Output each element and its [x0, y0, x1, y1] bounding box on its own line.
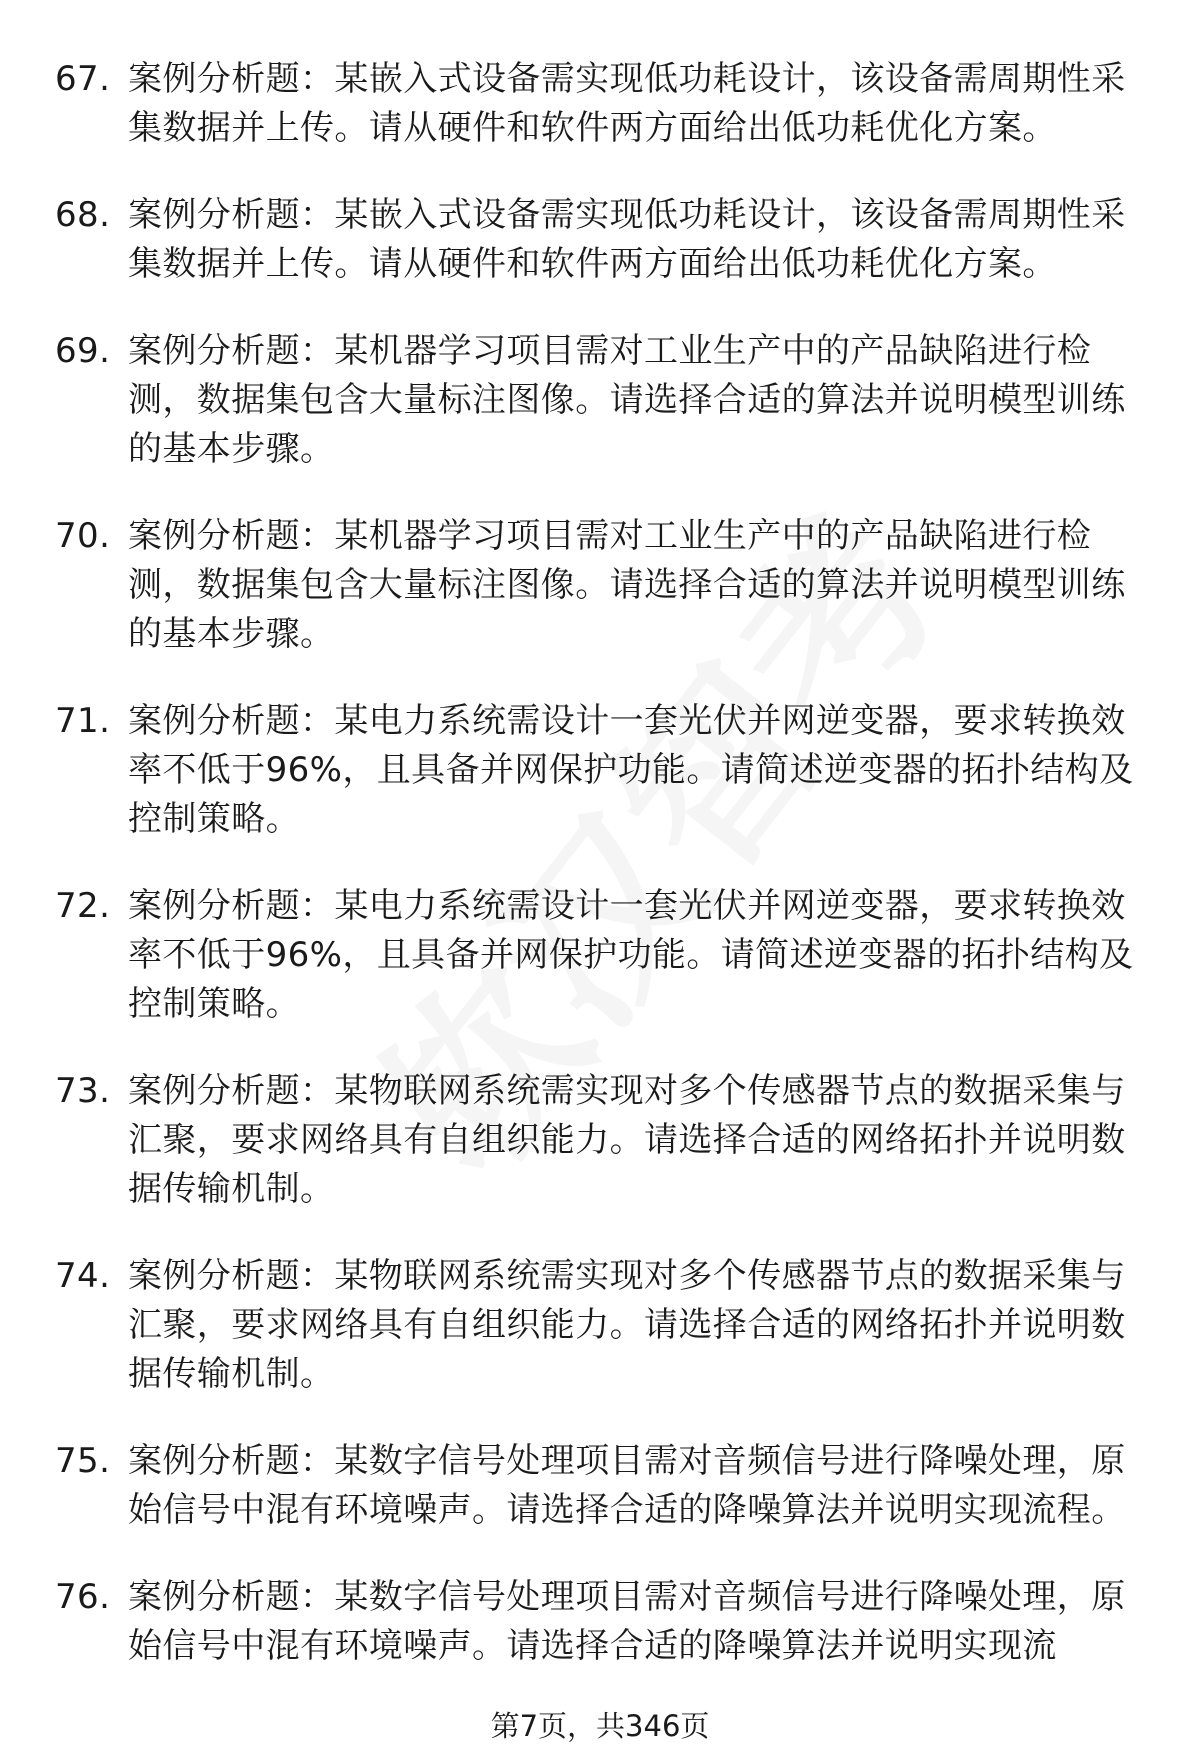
question-item [0, 55, 1200, 153]
question-item [0, 1573, 1200, 1671]
question-item [0, 697, 1200, 844]
question-text: 案例分析题：某嵌入式设备需实现低功耗设计，该设备需周期性采集数据并上传。请从硬件和软件两方面给出低功耗优化方案。 [128, 195, 1126, 284]
page-number-label: 第7页，共346页 [490, 1709, 710, 1743]
question-number: 71. [55, 701, 111, 741]
question-list [0, 55, 1200, 1709]
question-text: 案例分析题：某嵌入式设备需实现低功耗设计，该设备需周期性采集数据并上传。请从硬件和软件两方面给出低功耗优化方案。 [128, 59, 1126, 148]
question-text: 案例分析题：某电力系统需设计一套光伏并网逆变器，要求转换效率不低于96%，且具备并网保护功能。请简述逆变器的拓扑结构及控制策略。 [128, 886, 1134, 1024]
question-text: 案例分析题：某物联网系统需实现对多个传感器节点的数据采集与汇聚，要求网络具有自组织能力。请选择合适的网络拓扑并说明数据传输机制。 [128, 1256, 1126, 1394]
question-number: 70. [55, 516, 111, 556]
question-item [0, 512, 1200, 659]
question-text: 案例分析题：某数字信号处理项目需对音频信号进行降噪处理，原始信号中混有环境噪声。请选择合适的降噪算法并说明实现流 [128, 1577, 1126, 1666]
page-footer [0, 1706, 1200, 1746]
question-number: 75. [55, 1441, 111, 1481]
question-text: 案例分析题：某数字信号处理项目需对音频信号进行降噪处理，原始信号中混有环境噪声。请选择合适的降噪算法并说明实现流程。 [128, 1441, 1126, 1530]
question-number: 74. [55, 1256, 111, 1296]
question-item [0, 327, 1200, 474]
question-text: 案例分析题：某物联网系统需实现对多个传感器节点的数据采集与汇聚，要求网络具有自组织能力。请选择合适的网络拓扑并说明数据传输机制。 [128, 1071, 1126, 1209]
question-number: 68. [55, 195, 111, 235]
question-number: 76. [55, 1577, 111, 1617]
question-number: 72. [55, 886, 111, 926]
question-number: 67. [55, 59, 111, 99]
question-item [0, 1067, 1200, 1214]
question-item [0, 1252, 1200, 1399]
question-text: 案例分析题：某电力系统需设计一套光伏并网逆变器，要求转换效率不低于96%，且具备并网保护功能。请简述逆变器的拓扑结构及控制策略。 [128, 701, 1134, 839]
question-text: 案例分析题：某机器学习项目需对工业生产中的产品缺陷进行检测，数据集包含大量标注图像。请选择合适的算法并说明模型训练的基本步骤。 [128, 331, 1126, 469]
question-number: 73. [55, 1071, 111, 1111]
question-text: 案例分析题：某机器学习项目需对工业生产中的产品缺陷进行检测，数据集包含大量标注图像。请选择合适的算法并说明模型训练的基本步骤。 [128, 516, 1126, 654]
question-item [0, 191, 1200, 289]
question-item [0, 882, 1200, 1029]
question-item [0, 1437, 1200, 1535]
question-number: 69. [55, 331, 111, 371]
